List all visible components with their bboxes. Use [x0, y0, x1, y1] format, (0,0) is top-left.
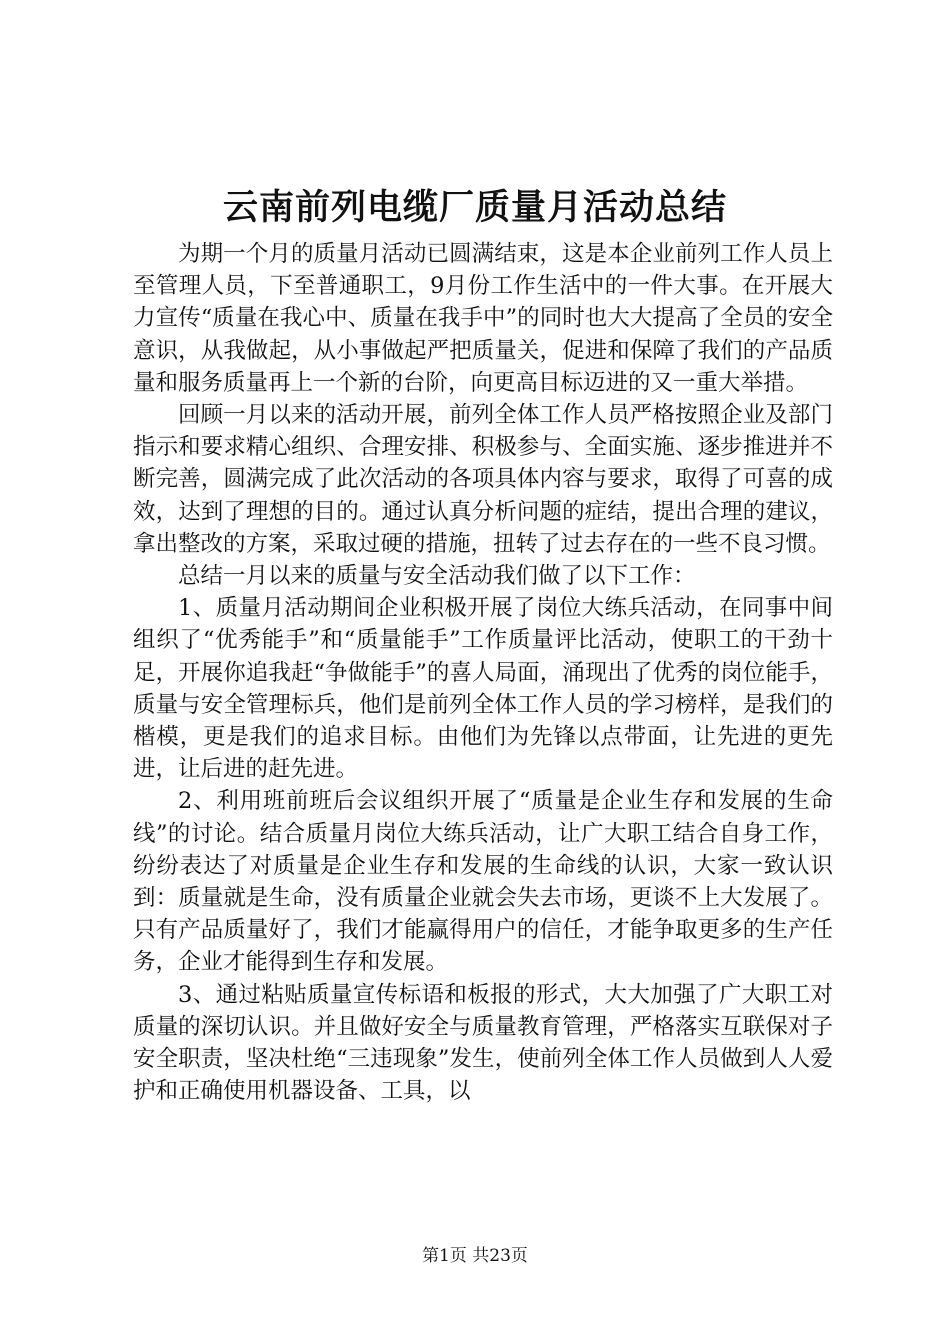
paragraph-item-2: 2、利用班前班后会议组织开展了“质量是企业生存和发展的生命线”的讨论。结合质量月岗位大练兵活动，让广大职工结合自身工作，纷纷表达了对质量是企业生存和发展的生命线的认识，大家一致认识到：质量就是生命，没有质量企业就会失去市场，更谈不上大发展了。只有产品质量好了，我们才能赢得用户的信任，才能争取更多的生产任务，企业才能得到生存和发展。	[133, 788, 833, 976]
paragraph-review: 回顾一月以来的活动开展，前列全体工作人员严格按照企业及部门指示和要求精心组织、合理安排、积极参与、全面实施、逐步推进并不断完善，圆满完成了此次活动的各项具体内容与要求，取得了可喜的成效，达到了理想的目的。通过认真分析问题的症结，提出合理的建议，拿出整改的方案，采取过硬的措施，扭转了过去存在的一些不良习惯。	[133, 402, 833, 557]
page-number-footer: 第1页 共23页	[422, 1246, 528, 1266]
paragraph-item-1: 1、质量月活动期间企业积极开展了岗位大练兵活动，在同事中间组织了“优秀能手”和“质量能手”工作质量评比活动，使职工的干劲十足，开展你追我赶“争做能手”的喜人局面，涌现出了优秀的岗位能手，质量与安全管理标兵，他们是前列全体工作人员的学习榜样，是我们的楷模，更是我们的追求目标。由他们为先锋以点带面，让先进的更先进，让后进的赶先进。	[133, 595, 833, 783]
paragraph-summary-lead: 总结一月以来的质量与安全活动我们做了以下工作：	[178, 563, 696, 590]
document-title: 云南前列电缆厂质量月活动总结	[222, 187, 727, 228]
paragraph-item-3: 3、通过粘贴质量宣传标语和板报的形式，大大加强了广大职工对质量的深切认识。并且做好安全与质量教育管理，严格落实互联保对子安全职责，坚决杜绝“三违现象”发生，使前列全体工作人员做到人人爱护和正确使用机器设备、工具，以	[133, 981, 833, 1105]
document-body	[133, 238, 833, 1107]
paragraph-intro: 为期一个月的质量月活动已圆满结束，这是本企业前列工作人员上至管理人员，下至普通职工，9月份工作生活中的一件大事。在开展大力宣传“质量在我心中、质量在我手中”的同时也大大提高了全员的安全意识，从我做起，从小事做起严把质量关，促进和保障了我们的产品质量和服务质量再上一个新的台阶，向更高目标迈进的又一重大举措。	[133, 241, 833, 396]
